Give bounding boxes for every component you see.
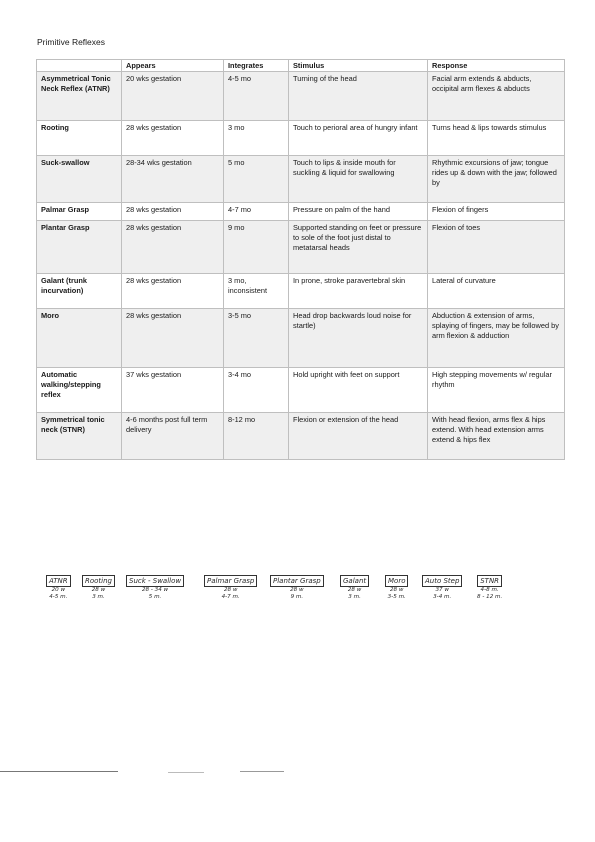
handwritten-label: Rooting [82,575,115,587]
handwritten-integrates: 3 m. [92,594,105,600]
appears-cell: 28 wks gestation [122,309,224,368]
bottom-rule-right [240,771,284,772]
reflex-name: Palmar Grasp [37,203,122,221]
appears-cell: 28 wks gestation [122,121,224,156]
handwritten-integrates: 4-7 m. [221,594,240,600]
stimulus-cell: In prone, stroke paravertebral skin [289,274,428,309]
appears-cell: 20 wks gestation [122,72,224,121]
handwritten-appears: 4-8 m. [480,587,499,593]
table-row [37,368,565,413]
stimulus-cell: Touch to perioral area of hungry infant [289,121,428,156]
handwritten-appears: 28 - 34 w [141,587,169,593]
handwritten-appears: 28 w [347,587,362,593]
handwritten-label: Palmar Grasp [204,575,257,587]
handwritten-note [204,575,257,601]
handwritten-integrates: 3-5 m. [387,594,406,600]
table-row [37,221,565,274]
handwritten-note [270,575,324,601]
handwritten-integrates: 3 m. [348,594,361,600]
reflex-name: Rooting [37,121,122,156]
stimulus-cell: Hold upright with feet on support [289,368,428,413]
handwritten-label: Moro [385,575,408,587]
column-header-integrates: Integrates [224,60,289,72]
reflex-name: Asymmetrical Tonic Neck Reflex (ATNR) [37,72,122,121]
stimulus-cell: Pressure on palm of the hand [289,203,428,221]
stimulus-cell: Turning of the head [289,72,428,121]
handwritten-integrates: 9 m. [290,594,304,600]
handwritten-label: Suck - Swallow [126,575,184,587]
handwritten-label: Galant [340,575,369,587]
appears-cell: 4-6 months post full term delivery [122,413,224,460]
stimulus-cell: Head drop backwards loud noise for startle) [289,309,428,368]
response-cell: Flexion of toes [428,221,565,274]
table-row [37,121,565,156]
integrates-cell: 5 mo [224,156,289,203]
stimulus-cell: Flexion or extension of the head [289,413,428,460]
appears-cell: 28-34 wks gestation [122,156,224,203]
integrates-cell: 9 mo [224,221,289,274]
reflex-name: Plantar Grasp [37,221,122,274]
handwritten-note [340,575,369,601]
column-header-reflex [37,60,122,72]
reflex-table [36,59,565,460]
appears-cell: 37 wks gestation [122,368,224,413]
column-header-response: Response [428,60,565,72]
reflex-name: Galant (trunk incurvation) [37,274,122,309]
appears-cell: 28 wks gestation [122,203,224,221]
reflex-name: Symmetrical tonic neck (STNR) [37,413,122,460]
handwritten-note [46,575,71,601]
handwritten-notes [44,575,564,605]
handwritten-integrates: 8 - 12 m. [477,594,503,600]
integrates-cell: 3 mo, inconsistent [224,274,289,309]
handwritten-appears: 28 w [91,587,106,593]
column-header-stimulus: Stimulus [289,60,428,72]
handwritten-appears: 28 w [223,587,238,593]
stimulus-cell: Touch to lips & inside mouth for suckling & liquid for swallowing [289,156,428,203]
table-row [37,156,565,203]
stimulus-cell: Supported standing on feet or pressure to sole of the foot just distal to metatarsal heads [289,221,428,274]
handwritten-appears: 28 w [390,587,404,593]
integrates-cell: 8-12 mo [224,413,289,460]
table-row [37,413,565,460]
handwritten-note [477,575,502,601]
table-row [37,203,565,221]
integrates-cell: 3 mo [224,121,289,156]
reflex-name: Moro [37,309,122,368]
table-header-row [37,60,565,72]
response-cell: High stepping movements w/ regular rhythm [428,368,565,413]
handwritten-appears: 20 w [51,587,66,593]
handwritten-appears: 28 w [290,587,304,593]
table-row [37,274,565,309]
reflex-name: Automatic walking/stepping reflex [37,368,122,413]
handwritten-label: ATNR [46,575,71,587]
response-cell: With head flexion, arms flex & hips extend. With head extension arms extend & hips flex [428,413,565,460]
response-cell: Flexion of fingers [428,203,565,221]
page-title: Primitive Reflexes [37,37,106,47]
handwritten-label: Auto Step [422,575,462,587]
handwritten-note [385,575,408,601]
table-row [37,309,565,368]
column-header-appears: Appears [122,60,224,72]
integrates-cell: 4-5 mo [224,72,289,121]
response-cell: Rhythmic excursions of jaw; tongue rides up & down with the jaw; followed by [428,156,565,203]
bottom-rule-left [0,771,118,772]
response-cell: Turns head & lips towards stimulus [428,121,565,156]
table-row [37,72,565,121]
handwritten-integrates: 5 m. [148,594,162,600]
handwritten-appears: 37 w [435,587,449,593]
integrates-cell: 3-4 mo [224,368,289,413]
bottom-rule-mid [168,772,204,773]
handwritten-label: STNR [477,575,502,587]
integrates-cell: 4-7 mo [224,203,289,221]
integrates-cell: 3-5 mo [224,309,289,368]
response-cell: Facial arm extends & abducts, occipital arm flexes & abducts [428,72,565,121]
appears-cell: 28 wks gestation [122,221,224,274]
handwritten-label: Plantar Grasp [270,575,324,587]
handwritten-integrates: 3-4 m. [433,594,452,600]
response-cell: Abduction & extension of arms, splaying of fingers, may be followed by arm flexion & adduction [428,309,565,368]
handwritten-note [422,575,462,601]
handwritten-note [126,575,184,601]
appears-cell: 28 wks gestation [122,274,224,309]
handwritten-note [82,575,115,601]
handwritten-integrates: 4-5 m. [49,594,68,600]
response-cell: Lateral of curvature [428,274,565,309]
reflex-name: Suck-swallow [37,156,122,203]
